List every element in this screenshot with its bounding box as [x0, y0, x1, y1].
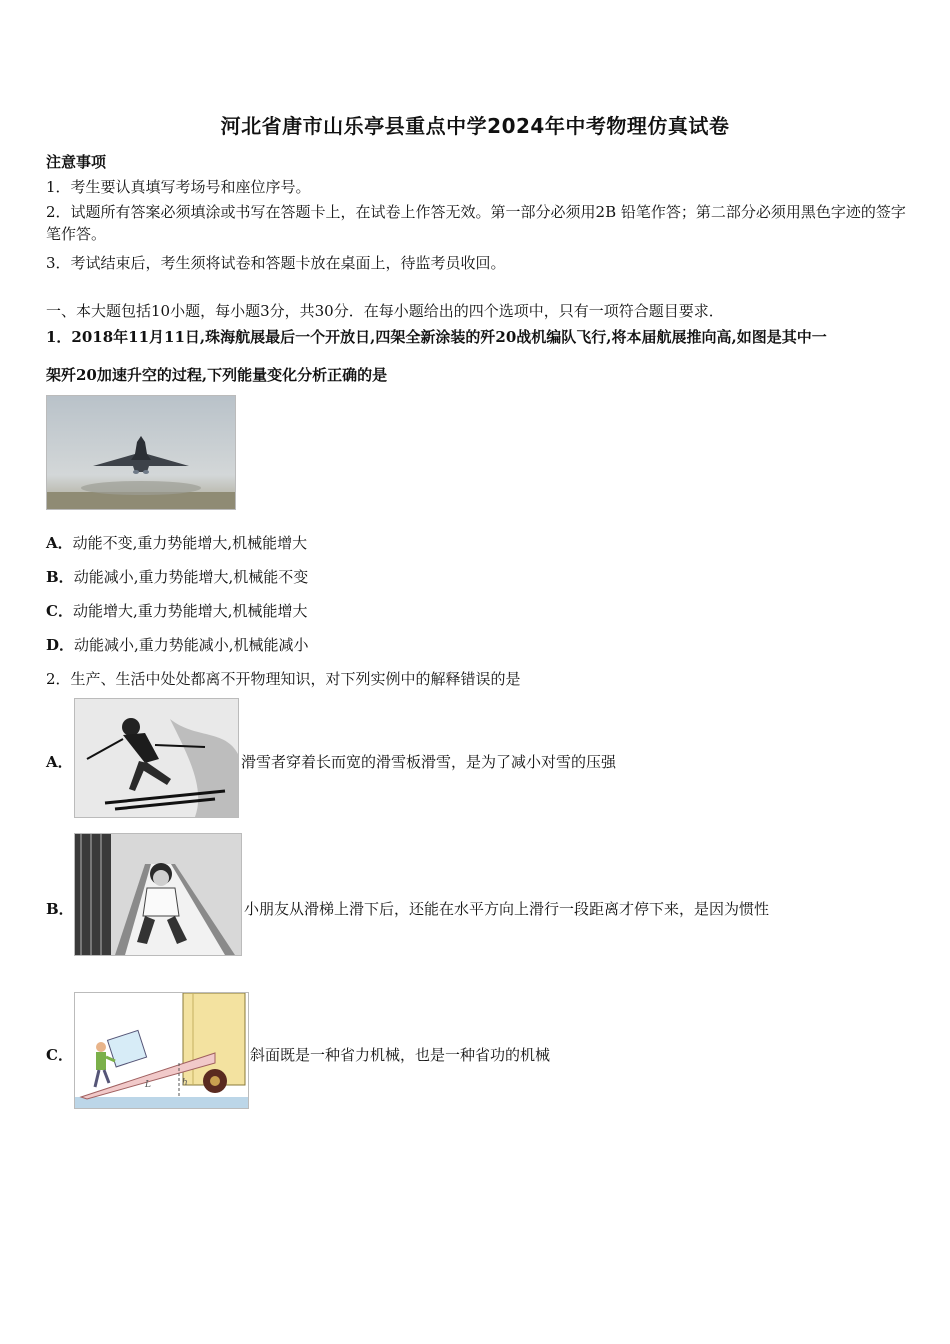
incline-length-label: L — [145, 1080, 151, 1090]
q2-option-c-text: 斜面既是一种省力机械，也是一种省功的机械 — [250, 1046, 551, 1064]
section-heading: 一、本大题包括10小题，每小题3分，共30分．在每小题给出的四个选项中，只有一项符合题目要求． — [46, 302, 724, 320]
notice-heading: 注意事项 — [46, 153, 107, 171]
q2-option-c-label[interactable]: C． — [46, 1046, 73, 1064]
q1-option-a[interactable]: A．动能不变,重力势能增大,机械能增大 — [46, 534, 308, 552]
q1-option-d[interactable]: D．动能减小,重力势能减小,机械能减小 — [46, 636, 309, 654]
notice-item-1: 1．考生要认真填写考场号和座位序号。 — [46, 178, 311, 196]
q2-option-b-text: 小朋友从滑梯上滑下后，还能在水平方向上滑行一段距离才停下来，是因为惯性 — [244, 900, 770, 918]
slide-photo — [74, 833, 242, 956]
q1-stem-line2: 架歼20加速升空的过程,下列能量变化分析正确的是 — [46, 366, 388, 384]
q2-option-a-label[interactable]: A． — [46, 753, 73, 771]
jet-photo — [46, 395, 236, 510]
q2-option-a-text: 滑雪者穿着长而宽的滑雪板滑雪，是为了减小对雪的压强 — [241, 753, 617, 771]
q1-stem-line1: 1．2018年11月11日,珠海航展最后一个开放日,四架全新涂装的歼20战机编队飞行,将本届航展推向高,如图是其中一 — [46, 328, 827, 346]
page-title: 河北省唐市山乐亭县重点中学2024年中考物理仿真试卷 — [220, 114, 730, 138]
q2-stem: 2．生产、生活中处处都离不开物理知识，对下列实例中的解释错误的是 — [46, 670, 521, 688]
notice-item-3: 3．考试结束后，考生须将试卷和答题卡放在桌面上，待监考员收回。 — [46, 254, 506, 272]
incline-height-label: h — [182, 1078, 188, 1088]
skier-photo — [74, 698, 239, 818]
q1-option-c[interactable]: C．动能增大,重力势能增大,机械能增大 — [46, 602, 308, 620]
notice-item-2: 2．试题所有答案必须填涂或书写在答题卡上，在试卷上作答无效。第一部分必须用2B 铅笔作答；第二部分必须用黑色字迹的签字笔作答。 — [46, 203, 906, 243]
incline-truck-figure — [74, 992, 249, 1109]
q2-option-b-label[interactable]: B． — [46, 900, 74, 918]
q1-option-b[interactable]: B．动能减小,重力势能增大,机械能不变 — [46, 568, 309, 586]
